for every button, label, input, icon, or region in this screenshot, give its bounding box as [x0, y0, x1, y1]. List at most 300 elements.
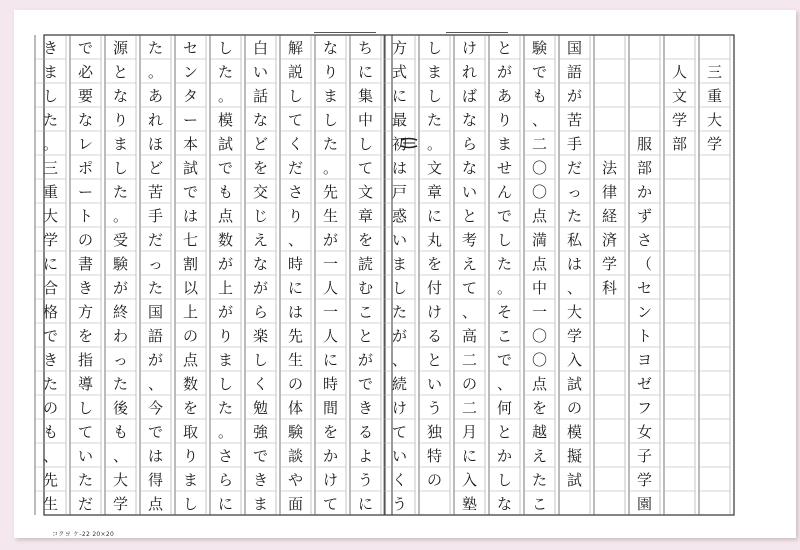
manuscript-character: き [357, 399, 374, 417]
manuscript-character: と [426, 351, 443, 369]
manuscript-character: が [112, 279, 129, 297]
manuscript-character: し [496, 471, 513, 489]
manuscript-character: ら [252, 303, 269, 321]
manuscript-character: し [182, 495, 199, 513]
manuscript-character: 学 [566, 327, 583, 345]
manuscript-character: 私 [566, 231, 583, 249]
manuscript-character: た [112, 183, 129, 201]
manuscript-character: 満 [531, 231, 548, 249]
manuscript-character: 部 [636, 159, 653, 177]
manuscript-character: 先 [322, 183, 339, 201]
manuscript-character: き [77, 279, 94, 297]
manuscript-character: ま [496, 135, 513, 153]
manuscript-character: 人 [322, 279, 339, 297]
manuscript-character: 律 [601, 183, 618, 201]
manuscript-character: 話 [252, 87, 269, 105]
manuscript-character: に [322, 351, 339, 369]
manuscript-character: に [391, 87, 408, 105]
manuscript-character: こ [496, 327, 513, 345]
manuscript-character: 取 [182, 423, 199, 441]
manuscript-character: 生 [42, 495, 59, 513]
manuscript-character [637, 63, 652, 81]
manuscript-character: 本 [182, 135, 199, 153]
manuscript-character: 方 [391, 39, 408, 57]
manuscript-character: ま [182, 471, 199, 489]
manuscript-character: 園 [636, 495, 653, 513]
manuscript-character: 強 [252, 423, 269, 441]
manuscript-character: し [42, 87, 59, 105]
manuscript-character: た [42, 111, 59, 129]
manuscript-character: で [357, 375, 374, 393]
manuscript-character: の [287, 375, 304, 393]
manuscript-character: 、 [42, 447, 59, 465]
manuscript-character: 入 [566, 351, 583, 369]
manuscript-character: さ [287, 183, 304, 201]
manuscript-character: か [636, 183, 653, 201]
manuscript-character: に [461, 447, 478, 465]
manuscript-character: 模 [217, 111, 234, 129]
manuscript-character: け [461, 39, 478, 57]
manuscript-character: 中 [531, 279, 548, 297]
manuscript-character: し [217, 375, 234, 393]
manuscript-character: 苦 [566, 111, 583, 129]
manuscript-character: し [426, 39, 443, 57]
manuscript-character: も [112, 423, 129, 441]
manuscript-character: 学 [636, 471, 653, 489]
manuscript-character: 服 [636, 135, 653, 153]
manuscript-character: た [217, 63, 234, 81]
manuscript-character: 月 [461, 423, 478, 441]
manuscript-character: 学 [112, 495, 129, 513]
manuscript-character: し [357, 135, 374, 153]
manuscript-character: で [182, 183, 199, 201]
manuscript-character: で [217, 159, 234, 177]
manuscript-character: ポ [77, 159, 94, 177]
manuscript-character: 源 [112, 39, 129, 57]
manuscript-character: 今 [147, 399, 164, 417]
manuscript-character: で [496, 207, 513, 225]
manuscript-character: 重 [706, 87, 723, 105]
manuscript-character [707, 39, 722, 57]
manuscript-character: た [147, 279, 164, 297]
manuscript-character: 試 [217, 135, 234, 153]
manuscript-character: で [147, 423, 164, 441]
manuscript-character: セ [636, 279, 653, 297]
manuscript-character: し [112, 159, 129, 177]
manuscript-character: 生 [322, 207, 339, 225]
manuscript-character: ゼ [636, 375, 653, 393]
manuscript-character: ま [252, 495, 269, 513]
manuscript-character: 二 [461, 351, 478, 369]
manuscript-character: が [391, 327, 408, 345]
manuscript-character: な [496, 495, 513, 513]
manuscript-character: し [252, 351, 269, 369]
manuscript-character: 高 [461, 327, 478, 345]
manuscript-character: で [496, 351, 513, 369]
manuscript-character: 先 [42, 471, 59, 489]
manuscript-character: た [147, 39, 164, 57]
manuscript-character: て [322, 495, 339, 513]
manuscript-character: 談 [287, 447, 304, 465]
manuscript-character: た [112, 375, 129, 393]
manuscript-character: ず [636, 207, 653, 225]
manuscript-character [602, 39, 617, 57]
manuscript-character: な [77, 111, 94, 129]
manuscript-character: フ [636, 399, 653, 417]
manuscript-character: 書 [77, 255, 94, 273]
manuscript-character: り [112, 111, 129, 129]
manuscript-character: 。 [496, 279, 513, 297]
manuscript-character: 一 [322, 255, 339, 273]
manuscript-character: に [42, 255, 59, 273]
manuscript-character: た [77, 471, 94, 489]
manuscript-character: む [357, 279, 374, 297]
manuscript-character: に [287, 279, 304, 297]
manuscript-character: 一 [322, 303, 339, 321]
manuscript-character: 数 [217, 231, 234, 249]
manuscript-character: 、 [496, 375, 513, 393]
manuscript-character: 。 [322, 159, 339, 177]
manuscript-character: が [566, 87, 583, 105]
manuscript-character [637, 39, 652, 57]
manuscript-character: し [391, 279, 408, 297]
manuscript-character: 点 [182, 351, 199, 369]
manuscript-character: せ [496, 159, 513, 177]
manuscript-character: ら [217, 471, 234, 489]
manuscript-character: 白 [252, 39, 269, 57]
manuscript-character: 模 [566, 423, 583, 441]
manuscript-character: 、 [391, 351, 408, 369]
manuscript-character: ま [391, 255, 408, 273]
manuscript-character: い [391, 447, 408, 465]
manuscript-character: 語 [566, 63, 583, 81]
manuscript-character: た [322, 135, 339, 153]
manuscript-character: を [252, 159, 269, 177]
manuscript-character: 交 [252, 183, 269, 201]
manuscript-character: の [566, 399, 583, 417]
manuscript-character: 試 [566, 471, 583, 489]
manuscript-character: 国 [566, 39, 583, 57]
manuscript-character: 時 [322, 375, 339, 393]
manuscript-character: 何 [496, 399, 513, 417]
manuscript-character: き [252, 471, 269, 489]
manuscript-character: ー [182, 111, 199, 129]
manuscript-character: ほ [147, 135, 164, 153]
manuscript-character: 時 [287, 255, 304, 273]
manuscript-character: 。 [147, 63, 164, 81]
manuscript-character: そ [496, 303, 513, 321]
manuscript-character: タ [182, 87, 199, 105]
manuscript-character: 文 [426, 159, 443, 177]
manuscript-character: 式 [391, 63, 408, 81]
manuscript-character: で [77, 39, 94, 57]
manuscript-character: 付 [426, 279, 443, 297]
manuscript-character: 導 [77, 375, 94, 393]
manuscript-character: が [252, 279, 269, 297]
manuscript-character: れ [461, 63, 478, 81]
manuscript-character: に [426, 207, 443, 225]
manuscript-character: 子 [636, 447, 653, 465]
manuscript-character: 点 [147, 495, 164, 513]
manuscript-character: レ [77, 135, 94, 153]
manuscript-character: 受 [112, 231, 129, 249]
manuscript-character: 楽 [252, 327, 269, 345]
manuscript-character: 験 [287, 423, 304, 441]
manuscript-character: け [322, 471, 339, 489]
manuscript-character: 塾 [461, 495, 478, 513]
manuscript-character: 読 [357, 255, 374, 273]
manuscript-character: ま [217, 351, 234, 369]
manuscript-character: 間 [322, 399, 339, 417]
manuscript-character: セ [182, 39, 199, 57]
manuscript-character: 手 [566, 135, 583, 153]
manuscript-character: 済 [601, 231, 618, 249]
manuscript-character: く [287, 135, 304, 153]
manuscript-character: れ [147, 111, 164, 129]
manuscript-character: 説 [287, 63, 304, 81]
manuscript-character: が [217, 255, 234, 273]
manuscript-character: 、 [287, 231, 304, 249]
manuscript-grid [14, 10, 796, 538]
manuscript-character: ま [112, 135, 129, 153]
manuscript-character: な [322, 39, 339, 57]
manuscript-character [637, 111, 652, 129]
manuscript-character: け [426, 303, 443, 321]
manuscript-character: こ [531, 495, 548, 513]
manuscript-character: 点 [217, 207, 234, 225]
manuscript-character: と [461, 207, 478, 225]
manuscript-character: 、 [566, 279, 583, 297]
manuscript-character: 、 [531, 111, 548, 129]
manuscript-character: を [322, 423, 339, 441]
manuscript-character: く [252, 375, 269, 393]
manuscript-character: た [391, 303, 408, 321]
manuscript-character: し [287, 87, 304, 105]
manuscript-character: 、 [112, 447, 129, 465]
manuscript-character: 〇 [531, 327, 548, 345]
manuscript-character: か [496, 447, 513, 465]
manuscript-character: 三 [706, 63, 723, 81]
manuscript-character: 学 [671, 111, 688, 129]
manuscript-character: ー [77, 183, 94, 201]
manuscript-character: 先 [287, 327, 304, 345]
manuscript-character [637, 87, 652, 105]
manuscript-character: ど [147, 159, 164, 177]
manuscript-character: 丸 [426, 231, 443, 249]
manuscript-character: の [461, 375, 478, 393]
manuscript-character: が [322, 231, 339, 249]
manuscript-character: ま [426, 63, 443, 81]
manuscript-character: 章 [426, 183, 443, 201]
manuscript-character: だ [77, 495, 94, 513]
manuscript-character: 重 [42, 183, 59, 201]
manuscript-character: い [426, 375, 443, 393]
manuscript-character: 格 [42, 303, 59, 321]
manuscript-character: 三 [42, 159, 59, 177]
manuscript-character: も [531, 87, 548, 105]
manuscript-character: し [217, 39, 234, 57]
manuscript-character: 手 [147, 207, 164, 225]
manuscript-character: 点 [531, 255, 548, 273]
manuscript-character: ン [182, 63, 199, 81]
manuscript-character: 入 [461, 471, 478, 489]
manuscript-character: 法 [601, 159, 618, 177]
manuscript-character: で [42, 327, 59, 345]
manuscript-character: 七 [182, 231, 199, 249]
manuscript-character: が [357, 351, 374, 369]
manuscript-character: ト [77, 207, 94, 225]
manuscript-character: 科 [601, 279, 618, 297]
manuscript-character: も [42, 423, 59, 441]
manuscript-character: 以 [182, 279, 199, 297]
manuscript-character: 考 [461, 231, 478, 249]
manuscript-character: を [357, 231, 374, 249]
manuscript-character: い [461, 183, 478, 201]
manuscript-character: と [357, 327, 374, 345]
manuscript-character: が [147, 351, 164, 369]
manuscript-character: 越 [531, 423, 548, 441]
manuscript-character: 続 [391, 375, 408, 393]
manuscript-character: 。 [426, 135, 443, 153]
manuscript-character: 験 [112, 255, 129, 273]
manuscript-character: え [252, 231, 269, 249]
manuscript-character: 試 [566, 375, 583, 393]
manuscript-character: 体 [287, 399, 304, 417]
manuscript-character: と [496, 39, 513, 57]
manuscript-character: い [252, 63, 269, 81]
manuscript-character: 大 [42, 207, 59, 225]
manuscript-character: 文 [357, 183, 374, 201]
manuscript-character: に [357, 495, 374, 513]
manuscript-character: な [252, 255, 269, 273]
manuscript-character: ち [357, 39, 374, 57]
manuscript-character: 中 [357, 111, 374, 129]
manuscript-character: ン [636, 303, 653, 321]
manuscript-character: と [112, 63, 129, 81]
manuscript-character: 必 [77, 63, 94, 81]
manuscript-character: 。 [42, 135, 59, 153]
manuscript-character: 解 [287, 39, 304, 57]
manuscript-character: を [182, 399, 199, 417]
manuscript-character: 方 [77, 303, 94, 321]
manuscript-character [672, 39, 687, 57]
manuscript-character: 〇 [531, 183, 548, 201]
manuscript-character: 上 [182, 303, 199, 321]
manuscript-character: ま [322, 87, 339, 105]
manuscript-character: 、 [147, 375, 164, 393]
manuscript-character: な [252, 111, 269, 129]
manuscript-character: 文 [671, 87, 688, 105]
manuscript-character [602, 87, 617, 105]
manuscript-character: は [287, 303, 304, 321]
manuscript-character: 惑 [391, 207, 408, 225]
manuscript-character: 合 [42, 279, 59, 297]
manuscript-character: た [426, 111, 443, 129]
manuscript-character: ら [461, 135, 478, 153]
manuscript-character: 二 [461, 399, 478, 417]
manuscript-character: た [496, 255, 513, 273]
manuscript-character: 〇 [531, 159, 548, 177]
manuscript-character: な [461, 159, 478, 177]
manuscript-character: し [77, 399, 94, 417]
manuscript-character: 最 [391, 111, 408, 129]
manuscript-character: 試 [182, 159, 199, 177]
manuscript-character: 。 [217, 423, 234, 441]
manuscript-character: 語 [147, 327, 164, 345]
manuscript-character: り [496, 111, 513, 129]
manuscript-character: 学 [601, 255, 618, 273]
manuscript-character: き [42, 39, 59, 57]
manuscript-character: に [217, 495, 234, 513]
manuscript-character: や [287, 471, 304, 489]
manuscript-character: て [77, 423, 94, 441]
manuscript-character: 大 [566, 303, 583, 321]
center-binding-mark [400, 136, 418, 150]
manuscript-character: て [461, 279, 478, 297]
manuscript-character: の [77, 231, 94, 249]
manuscript-character: た [217, 399, 234, 417]
manuscript-character: 経 [601, 207, 618, 225]
manuscript-character: を [77, 327, 94, 345]
manuscript-character: え [461, 255, 478, 273]
manuscript-character [602, 111, 617, 129]
manuscript-character: 章 [357, 207, 374, 225]
manuscript-character: う [391, 495, 408, 513]
manuscript-character: り [217, 327, 234, 345]
manuscript-character: た [566, 207, 583, 225]
manuscript-character: 要 [77, 87, 94, 105]
manuscript-character: し [322, 111, 339, 129]
manuscript-character: 面 [287, 495, 304, 513]
manuscript-character: は [182, 207, 199, 225]
manuscript-character: 二 [531, 135, 548, 153]
manuscript-character: ば [461, 87, 478, 105]
manuscript-character: り [322, 63, 339, 81]
manuscript-character: と [496, 423, 513, 441]
manuscript-character: け [391, 399, 408, 417]
manuscript-character: ト [636, 327, 653, 345]
manuscript-character: ん [496, 183, 513, 201]
manuscript-character: 。 [112, 207, 129, 225]
manuscript-character: は [391, 159, 408, 177]
manuscript-character [602, 63, 617, 81]
manuscript-character: こ [357, 303, 374, 321]
manuscript-character: ど [252, 135, 269, 153]
manuscript-character: り [287, 207, 304, 225]
manuscript-character: 数 [182, 375, 199, 393]
manuscript-character: た [531, 471, 548, 489]
manuscript-character: だ [566, 159, 583, 177]
manuscript-character: 終 [112, 303, 129, 321]
manuscript-character: 学 [706, 135, 723, 153]
manuscript-character: し [496, 231, 513, 249]
manuscript-character: 指 [77, 351, 94, 369]
manuscript-character: よ [357, 447, 374, 465]
manuscript-character: ま [42, 63, 59, 81]
manuscript-character: な [112, 87, 129, 105]
manuscript-character: も [217, 183, 234, 201]
manuscript-character: が [217, 303, 234, 321]
manuscript-character: ヨ [636, 351, 653, 369]
manuscript-character: は [566, 255, 583, 273]
manuscript-character: 大 [706, 111, 723, 129]
manuscript-character: 初 [391, 135, 408, 153]
manuscript-character: い [391, 231, 408, 249]
manuscript-character: 上 [217, 279, 234, 297]
manuscript-character: の [426, 471, 443, 489]
manuscript-character: を [531, 399, 548, 417]
manuscript-character: 点 [531, 207, 548, 225]
